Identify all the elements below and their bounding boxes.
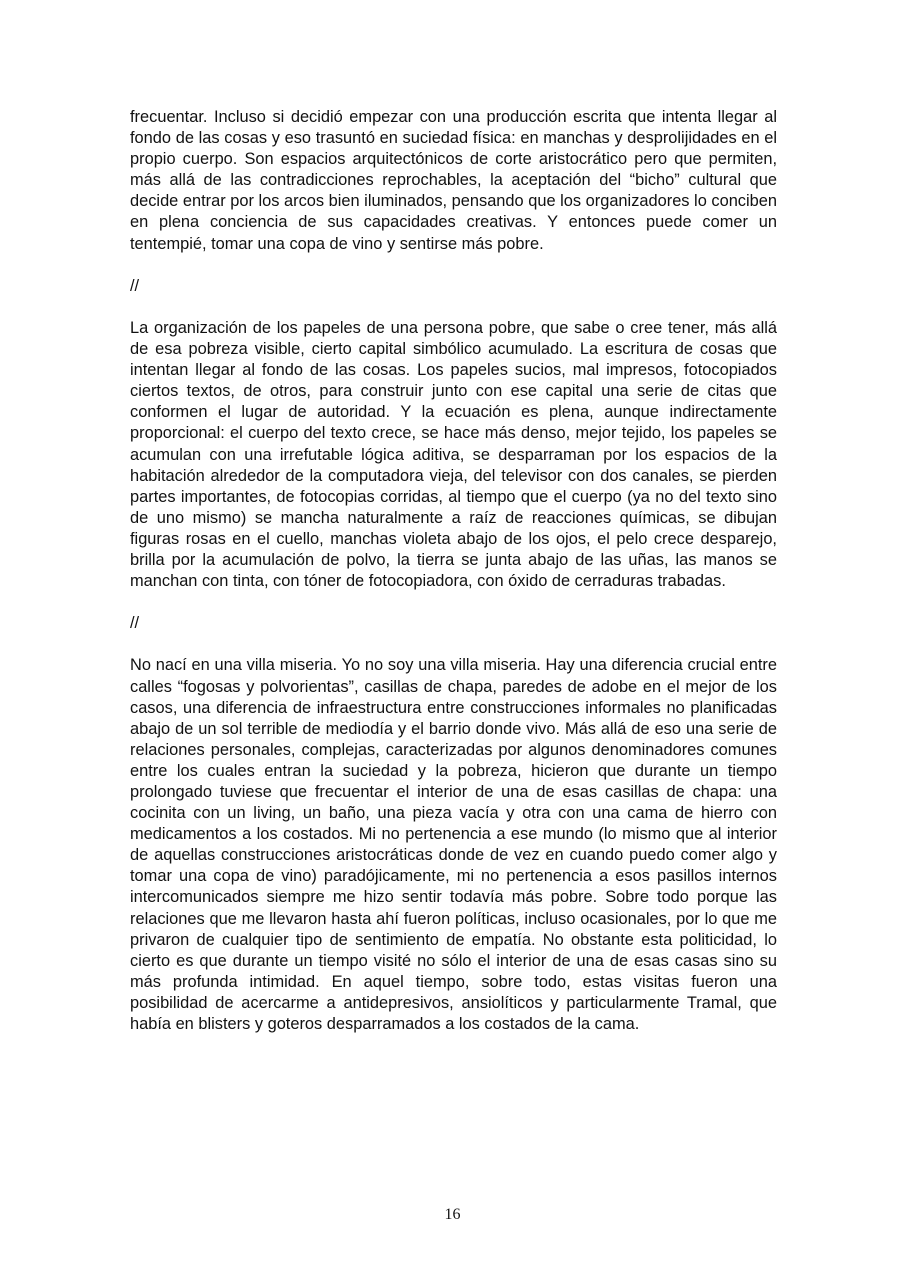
paragraph-2: La organización de los papeles de una persona pobre, que sabe o cree tener, más allá de esa pobreza visible, cierto capital simbólico acumulado. La escritura de cosas que intentan llegar al fondo de las cosas. Los papeles sucios, mal impresos, fotocopiados ciertos textos, de otros, para construir junto con ese capital una serie de citas que conformen el lugar de autoridad. Y la ecuación es plena, aunque indirectamente proporcional: el cuerpo del texto crece, se hace más denso, mejor tejido, los papeles se acumulan con una irrefutable lógica aditiva, se desparraman por los espacios de la habitación alrededor de la computadora vieja, del televisor con dos canales, se pierden partes importantes, de fotocopias corridas, al tiempo que el cuerpo (ya no del texto sino de uno mismo) se mancha naturalmente a raíz de reacciones químicas, se dibujan figuras rosas en el cuello, manchas violeta abajo de los ojos, el pelo crece desparejo, brilla por la acumulación de polvo, la tierra se junta abajo de las uñas, las manos se manchan con tinta, con tóner de fotocopiadora, con óxido de cerraduras trabadas. <box>130 318 777 591</box>
section-separator-1: // <box>130 276 140 295</box>
paragraph-3: No nací en una villa miseria. Yo no soy una villa miseria. Hay una diferencia crucial entre calles “fogosas y polvorientas”, casillas de chapa, paredes de adobe en el mejor de los casos, una diferencia de infraestructura entre construcciones informales no planificadas abajo de un sol terrible de mediodía y el barrio donde vivo. Más allá de eso una serie de relaciones personales, complejas, caracterizadas por algunos denominadores comunes entre los cuales entran la suciedad y la pobreza, hicieron que durante un tiempo prolongado tuviese que frecuentar el interior de una de esas casillas de chapa: una cocinita con un living, un baño, una pieza vacía y otra con una cama de hierro con medicamentos a los costados. Mi no pertenencia a ese mundo (lo mismo que al interior de aquellas construcciones aristocráticas donde de vez en cuando puedo comer algo y tomar una copa de vino) paradójicamente, mi no pertenencia a esos pasillos internos intercomunicados siempre me hizo sentir todavía más pobre. Sobre todo porque las relaciones que me llevaron hasta ahí fueron políticas, incluso ocasionales, por lo que me privaron de cualquier tipo de sentimiento de empatía. No obstante esta politicidad, lo cierto es que durante un tiempo visité no sólo el interior de una de esas casas sino su más profunda intimidad. En aquel tiempo, sobre todo, estas visitas fueron una posibilidad de acercarme a antidepresivos, ansiolíticos y particularmente Tramal, que había en blisters y goteros desparramados a los costados de la cama. <box>130 656 777 1034</box>
section-separator-2: // <box>130 614 140 633</box>
paragraph-1: frecuentar. Incluso si decidió empezar con una producción escrita que intenta llegar al fondo de las cosas y eso trasuntó en suciedad física: en manchas y desprolijidades en el propio cuerpo. Son espacios arquitectónicos de corte aristocrático pero que permiten, más allá de las contradicciones reprochables, la aceptación del “bicho” cultural que decide entrar por los arcos bien iluminados, pensando que los organizadores lo conciben en plena conciencia de sus capacidades creativas. Y entonces puede comer un tentempié, tomar una copa de vino y sentirse más pobre. <box>130 108 777 253</box>
body-text <box>130 107 777 1035</box>
page-number: 16 <box>444 1206 461 1223</box>
